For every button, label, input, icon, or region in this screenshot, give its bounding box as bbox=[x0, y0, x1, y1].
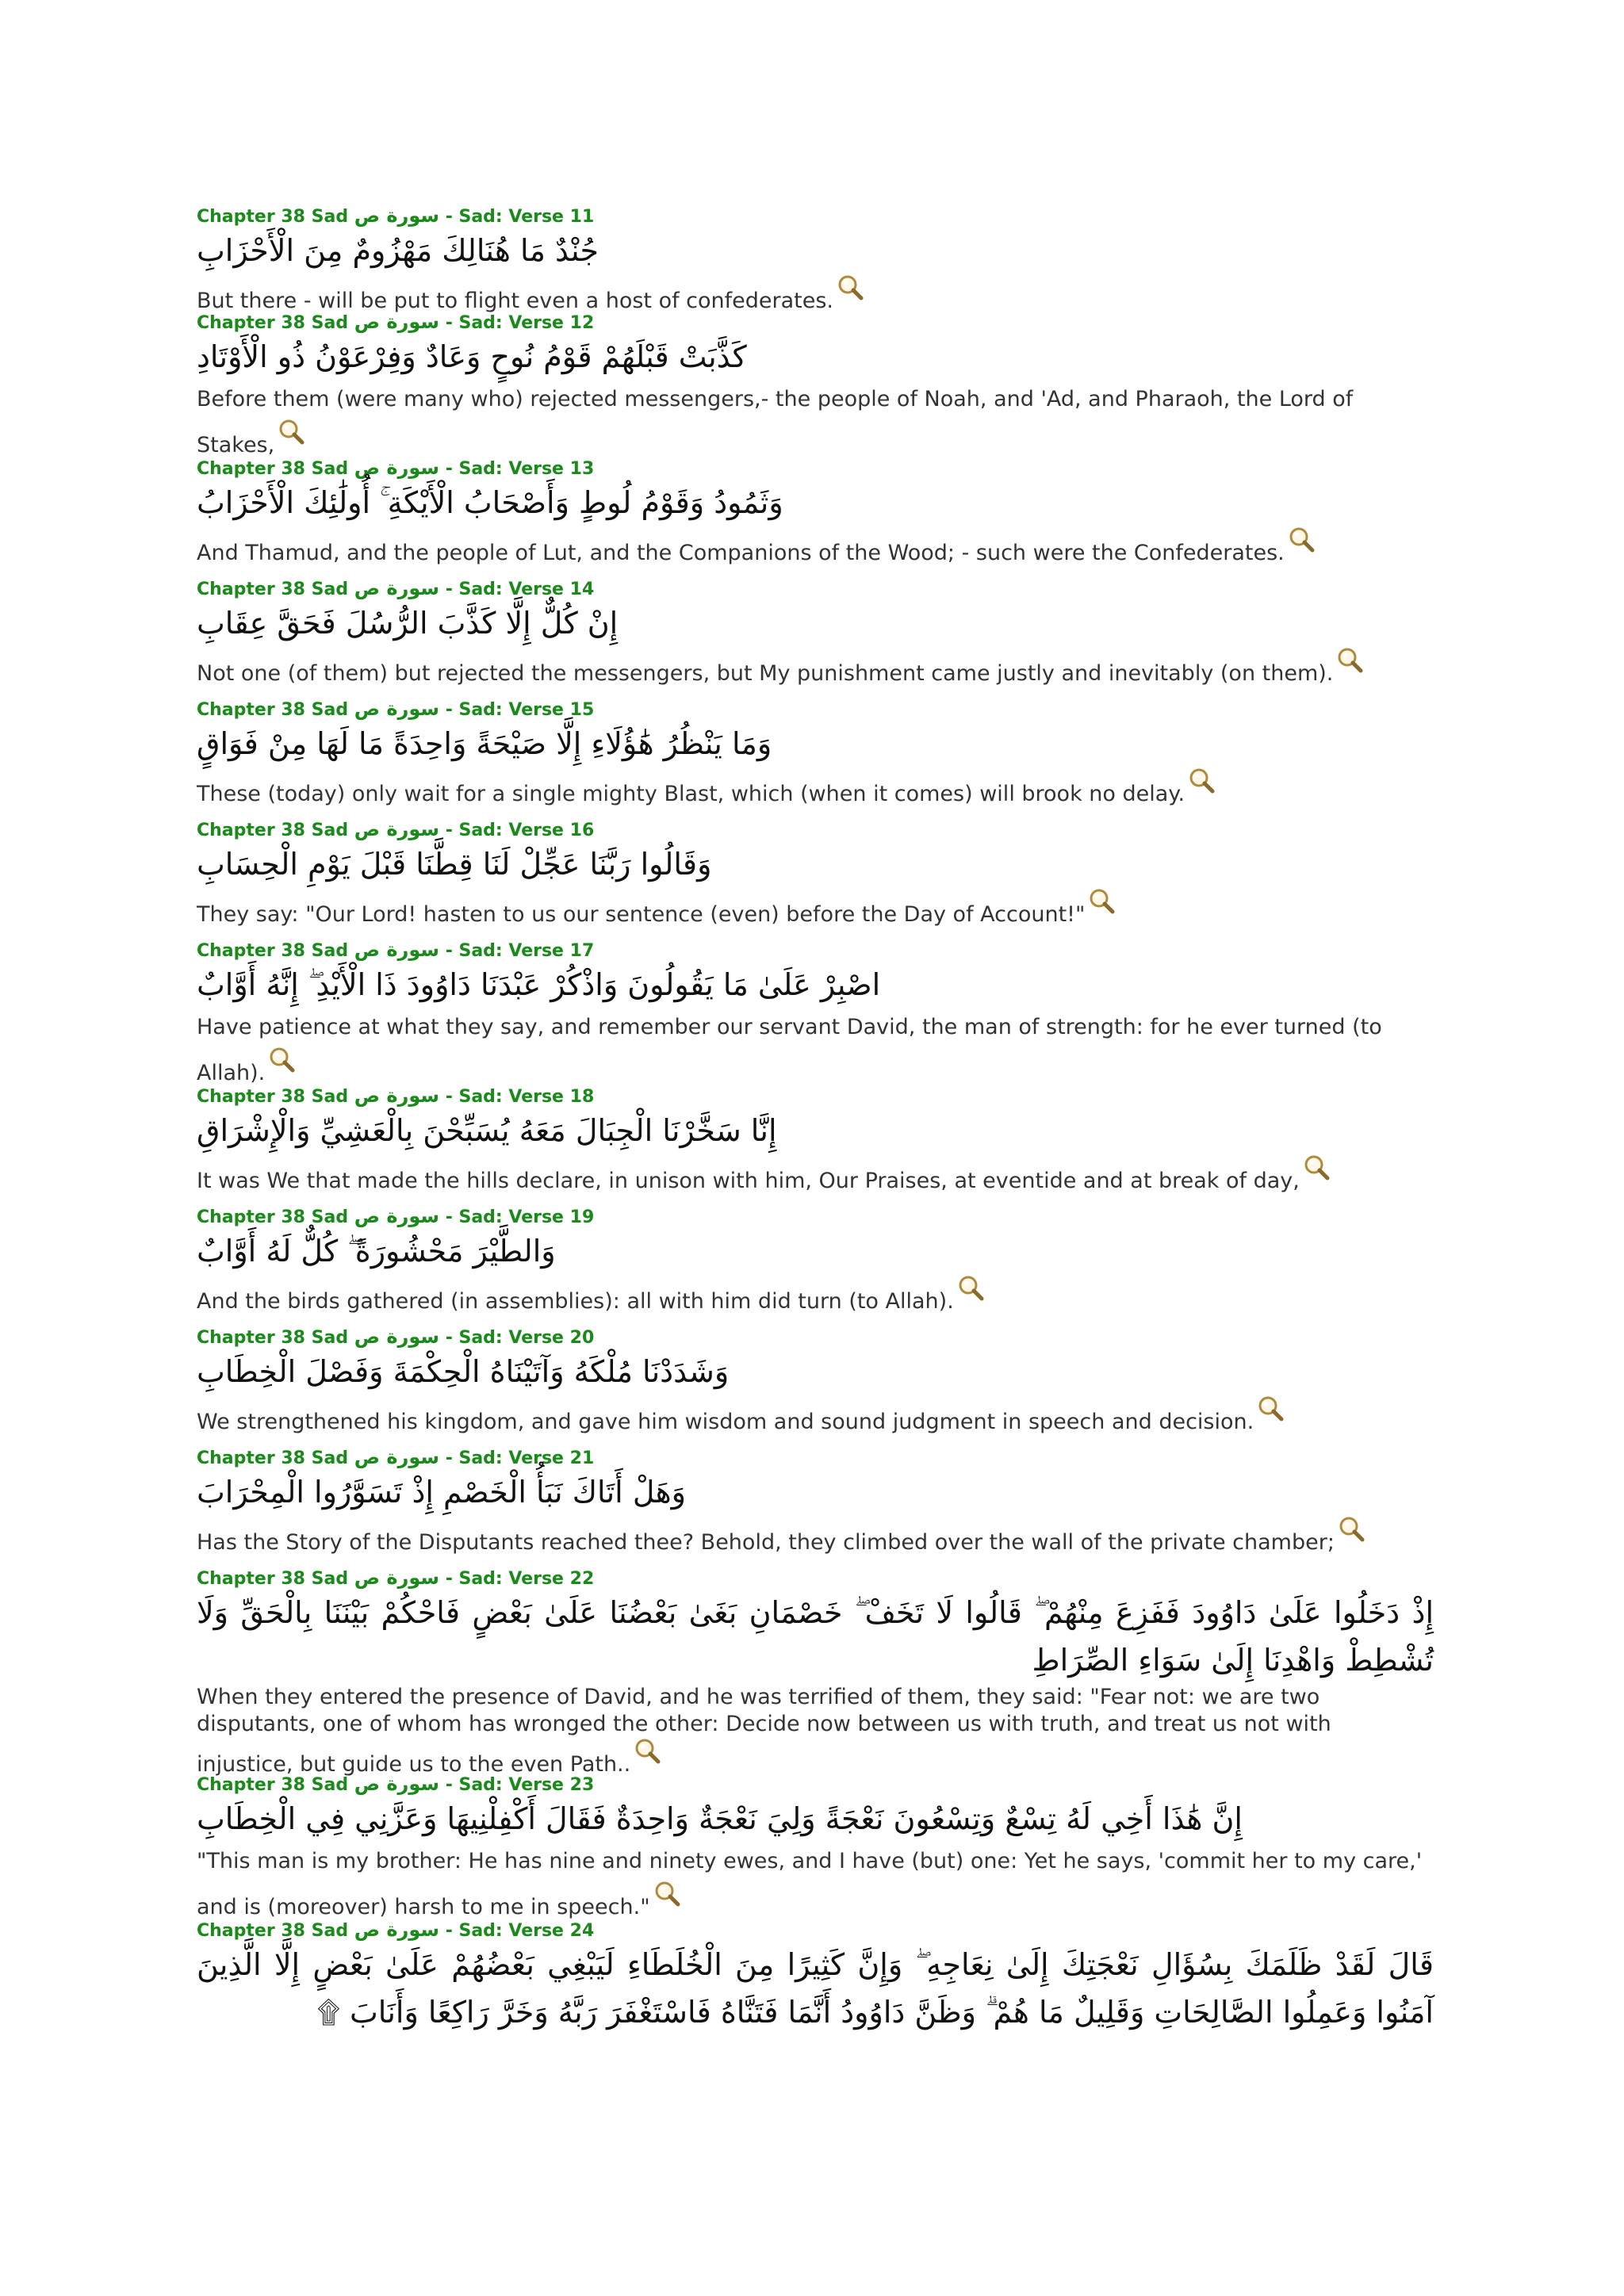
translation-text-container bbox=[197, 1008, 1434, 1085]
separator-label: - Sad: Verse bbox=[445, 1775, 564, 1795]
surah-arabic-name: سورة ص bbox=[354, 1085, 440, 1107]
verse-block bbox=[197, 1205, 1434, 1326]
arabic-text: إِذْ دَخَلُوا عَلَىٰ دَاوُودَ فَفَزِعَ مِنْهُمْ ۖ قَالُوا لَا تَخَفْ ۖ خَصْمَانِ بَغَىٰ بَعْضُنَا عَلَىٰ بَعْضٍ فَاحْكُمْ بَيْنَنَا بِالْحَقِّ وَلَا تُشْطِطْ وَاهْدِنَا إِلَىٰ سَوَاءِ الصِّرَاطِ bbox=[197, 1595, 1434, 1678]
arabic-text: وَهَلْ أَتَاكَ نَبَأُ الْخَصْمِ إِذْ تَسَوَّرُوا الْمِحْرَابَ bbox=[197, 1475, 686, 1510]
verse-block bbox=[197, 1773, 1434, 1919]
chapter-label: Chapter 38 Sad bbox=[197, 1207, 349, 1227]
translation-text: And Thamud, and the people of Lut, and the Companions of the Wood; - such were the Confederates. bbox=[197, 541, 1285, 565]
separator-label: - Sad: Verse bbox=[445, 1207, 564, 1227]
verse-number: 16 bbox=[569, 821, 595, 840]
arabic-text: وَشَدَدْنَا مُلْكَهُ وَآتَيْنَاهُ الْحِكْمَةَ وَفَصْلَ الْخِطَابِ bbox=[197, 1354, 730, 1389]
arabic-text-container bbox=[197, 599, 1434, 647]
translation-text: When they entered the presence of David, and he was terrified of them, they said: "Fear not: we are two disputants, one of whom has wronged the other: Decide now between us with truth, and treat us not with injustice, but guide us to the even Path.. bbox=[197, 1685, 1331, 1777]
arabic-text-container bbox=[197, 227, 1434, 274]
separator-label: - Sad: Verse bbox=[445, 580, 564, 599]
arabic-text: إِنَّا سَخَّرْنَا الْجِبَالَ مَعَهُ يُسَبِّحْنَ بِالْعَشِيِّ وَالْإِشْرَاقِ bbox=[197, 1113, 777, 1148]
magnifier-icon[interactable] bbox=[1338, 1516, 1365, 1543]
arabic-text-container bbox=[197, 1107, 1434, 1154]
arabic-text-container bbox=[197, 720, 1434, 767]
surah-arabic-name: سورة ص bbox=[354, 1773, 440, 1795]
verse-block bbox=[197, 577, 1434, 698]
verse-block bbox=[197, 1446, 1434, 1567]
translation-text: It was We that made the hills declare, in unison with him, Our Praises, at eventide and at break of day, bbox=[197, 1169, 1300, 1193]
arabic-text: قَالَ لَقَدْ ظَلَمَكَ بِسُؤَالِ نَعْجَتِكَ إِلَىٰ نِعَاجِهِ ۖ وَإِنَّ كَثِيرًا مِنَ الْخُلَطَاءِ لَيَبْغِي بَعْضُهُمْ عَلَىٰ بَعْضٍ إِلَّا الَّذِينَ آمَنُوا وَعَمِلُوا الصَّالِحَاتِ وَقَلِيلٌ مَا هُمْ ۗ وَظَنَّ دَاوُودُ أَنَّمَا فَتَنَّاهُ فَاسْتَغْفَرَ رَبَّهُ وَخَرَّ رَاكِعًا وَأَنَابَ ۩ bbox=[197, 1947, 1434, 2030]
verse-header[interactable] bbox=[197, 577, 1434, 599]
translation-text-container bbox=[197, 1395, 1434, 1446]
magnifier-icon[interactable] bbox=[957, 1275, 984, 1302]
translation-text: Not one (of them) but rejected the messengers, but My punishment came justly and inevitably (on them). bbox=[197, 661, 1334, 686]
arabic-text: جُنْدٌ مَا هُنَالِكَ مَهْزُومٌ مِنَ الْأَحْزَابِ bbox=[197, 233, 599, 268]
separator-label: - Sad: Verse bbox=[445, 207, 564, 227]
verse-number: 14 bbox=[569, 580, 595, 599]
arabic-text-container bbox=[197, 1941, 1434, 2036]
magnifier-icon[interactable] bbox=[837, 274, 864, 301]
arabic-text-container bbox=[197, 1227, 1434, 1275]
magnifier-icon[interactable] bbox=[1288, 526, 1315, 553]
verse-header[interactable] bbox=[197, 818, 1434, 840]
arabic-text: اصْبِرْ عَلَىٰ مَا يَقُولُونَ وَاذْكُرْ عَبْدَنَا دَاوُودَ ذَا الْأَيْدِ ۖ إِنَّهُ أَوَّابٌ bbox=[197, 967, 881, 1002]
surah-arabic-name: سورة ص bbox=[354, 205, 440, 227]
arabic-text: وَالطَّيْرَ مَحْشُورَةً ۖ كُلٌّ لَهُ أَوَّابٌ bbox=[197, 1234, 556, 1269]
verse-number: 12 bbox=[569, 313, 595, 333]
separator-label: - Sad: Verse bbox=[445, 700, 564, 720]
verse-header[interactable] bbox=[197, 457, 1434, 479]
magnifier-icon[interactable] bbox=[1257, 1395, 1284, 1422]
magnifier-icon[interactable] bbox=[278, 419, 304, 446]
verse-block bbox=[197, 311, 1434, 457]
separator-label: - Sad: Verse bbox=[445, 1921, 564, 1941]
verse-number: 21 bbox=[569, 1448, 595, 1468]
separator-label: - Sad: Verse bbox=[445, 459, 564, 479]
magnifier-icon[interactable] bbox=[1336, 647, 1363, 674]
arabic-text-container bbox=[197, 1589, 1434, 1684]
verse-number: 20 bbox=[569, 1328, 595, 1348]
arabic-text: وَمَا يَنْظُرُ هَٰؤُلَاءِ إِلَّا صَيْحَةً وَاحِدَةً مَا لَهَا مِنْ فَوَاقٍ bbox=[197, 726, 772, 761]
magnifier-icon[interactable] bbox=[653, 1881, 680, 1908]
verse-header[interactable] bbox=[197, 698, 1434, 720]
arabic-text-container bbox=[197, 840, 1434, 888]
surah-arabic-name: سورة ص bbox=[354, 939, 440, 961]
verse-block bbox=[197, 1919, 1434, 2036]
translation-text: Before them (were many who) rejected messengers,- the people of Noah, and 'Ad, and Pharaoh, the Lord of Stakes, bbox=[197, 387, 1354, 457]
surah-arabic-name: سورة ص bbox=[354, 1326, 440, 1348]
surah-arabic-name: سورة ص bbox=[354, 577, 440, 599]
magnifier-icon[interactable] bbox=[1303, 1154, 1330, 1181]
chapter-label: Chapter 38 Sad bbox=[197, 580, 349, 599]
translation-text-container bbox=[197, 1275, 1434, 1326]
verse-header[interactable] bbox=[197, 1773, 1434, 1795]
surah-arabic-name: سورة ص bbox=[354, 1919, 440, 1941]
surah-arabic-name: سورة ص bbox=[354, 818, 440, 840]
surah-arabic-name: سورة ص bbox=[354, 311, 440, 333]
verse-header[interactable] bbox=[197, 1446, 1434, 1468]
chapter-label: Chapter 38 Sad bbox=[197, 1921, 349, 1941]
chapter-label: Chapter 38 Sad bbox=[197, 700, 349, 720]
translation-text-container bbox=[197, 767, 1434, 818]
chapter-label: Chapter 38 Sad bbox=[197, 1087, 349, 1107]
verse-number: 22 bbox=[569, 1569, 595, 1589]
quran-page bbox=[197, 205, 1434, 2036]
translation-text-container bbox=[197, 647, 1434, 698]
translation-text: We strengthened his kingdom, and gave him wisdom and sound judgment in speech and decision. bbox=[197, 1410, 1254, 1434]
verse-header[interactable] bbox=[197, 1567, 1434, 1589]
verse-number: 23 bbox=[569, 1775, 595, 1795]
surah-arabic-name: سورة ص bbox=[354, 1567, 440, 1589]
separator-label: - Sad: Verse bbox=[445, 1448, 564, 1468]
verse-block bbox=[197, 205, 1434, 311]
arabic-text: إِنَّ هَٰذَا أَخِي لَهُ تِسْعٌ وَتِسْعُونَ نَعْجَةً وَلِيَ نَعْجَةٌ وَاحِدَةٌ فَقَالَ أَكْفِلْنِيهَا وَعَزَّنِي فِي الْخِطَابِ bbox=[197, 1801, 1243, 1836]
surah-arabic-name: سورة ص bbox=[354, 1446, 440, 1468]
verse-header[interactable] bbox=[197, 205, 1434, 227]
magnifier-icon[interactable] bbox=[634, 1738, 661, 1765]
verse-header[interactable] bbox=[197, 311, 1434, 333]
separator-label: - Sad: Verse bbox=[445, 821, 564, 840]
arabic-text: وَقَالُوا رَبَّنَا عَجِّلْ لَنَا قِطَّنَا قَبْلَ يَوْمِ الْحِسَابِ bbox=[197, 847, 712, 882]
arabic-text-container bbox=[197, 479, 1434, 526]
separator-label: - Sad: Verse bbox=[445, 1087, 564, 1107]
verse-number: 24 bbox=[569, 1921, 595, 1941]
chapter-label: Chapter 38 Sad bbox=[197, 313, 349, 333]
verse-block bbox=[197, 457, 1434, 577]
translation-text-container bbox=[197, 1516, 1434, 1567]
verse-number: 19 bbox=[569, 1207, 595, 1227]
chapter-label: Chapter 38 Sad bbox=[197, 459, 349, 479]
magnifier-icon[interactable] bbox=[268, 1047, 295, 1073]
verse-block bbox=[197, 1326, 1434, 1446]
separator-label: - Sad: Verse bbox=[445, 1328, 564, 1348]
arabic-text: إِنْ كُلٌّ إِلَّا كَذَّبَ الرُّسُلَ فَحَقَّ عِقَابِ bbox=[197, 606, 619, 641]
translation-text-container bbox=[197, 888, 1434, 939]
arabic-text-container bbox=[197, 1468, 1434, 1516]
magnifier-icon[interactable] bbox=[1088, 888, 1115, 915]
translation-text: These (today) only wait for a single mighty Blast, which (when it comes) will brook no delay. bbox=[197, 782, 1185, 806]
translation-text: Have patience at what they say, and remember our servant David, the man of strength: for he ever turned (to Allah). bbox=[197, 1015, 1382, 1085]
arabic-text-container bbox=[197, 1348, 1434, 1395]
verse-number: 18 bbox=[569, 1087, 595, 1107]
translation-text: "This man is my brother: He has nine and ninety ewes, and I have (but) one: Yet he says, 'commit her to my care,' and is (moreover) harsh to me in speech." bbox=[197, 1849, 1423, 1919]
verse-header[interactable] bbox=[197, 1085, 1434, 1107]
translation-text-container bbox=[197, 381, 1434, 457]
verse-block bbox=[197, 818, 1434, 939]
surah-arabic-name: سورة ص bbox=[354, 1205, 440, 1227]
arabic-text: وَثَمُودُ وَقَوْمُ لُوطٍ وَأَصْحَابُ الْأَيْكَةِ ۚ أُولَٰئِكَ الْأَحْزَابُ bbox=[197, 485, 783, 520]
verse-block bbox=[197, 698, 1434, 818]
translation-text-container bbox=[197, 1684, 1434, 1777]
translation-text: But there - will be put to flight even a host of confederates. bbox=[197, 289, 834, 313]
verse-header[interactable] bbox=[197, 1326, 1434, 1348]
verse-number: 15 bbox=[569, 700, 595, 720]
surah-arabic-name: سورة ص bbox=[354, 698, 440, 720]
arabic-text: كَذَّبَتْ قَبْلَهُمْ قَوْمُ نُوحٍ وَعَادٌ وَفِرْعَوْنُ ذُو الْأَوْتَادِ bbox=[197, 339, 747, 374]
separator-label: - Sad: Verse bbox=[445, 941, 564, 961]
translation-text-container bbox=[197, 526, 1434, 577]
separator-label: - Sad: Verse bbox=[445, 1569, 564, 1589]
chapter-label: Chapter 38 Sad bbox=[197, 1448, 349, 1468]
arabic-text-container bbox=[197, 333, 1434, 381]
translation-text-container bbox=[197, 274, 1434, 311]
verse-number: 13 bbox=[569, 459, 595, 479]
verse-block bbox=[197, 939, 1434, 1085]
chapter-label: Chapter 38 Sad bbox=[197, 1569, 349, 1589]
arabic-text-container bbox=[197, 1795, 1434, 1843]
translation-text: Has the Story of the Disputants reached thee? Behold, they climbed over the wall of the private chamber; bbox=[197, 1530, 1335, 1555]
translation-text: And the birds gathered (in assemblies): all with him did turn (to Allah). bbox=[197, 1289, 954, 1314]
chapter-label: Chapter 38 Sad bbox=[197, 207, 349, 227]
verse-block bbox=[197, 1085, 1434, 1205]
verse-number: 11 bbox=[569, 207, 595, 227]
arabic-text-container bbox=[197, 961, 1434, 1008]
verse-header[interactable] bbox=[197, 1919, 1434, 1941]
chapter-label: Chapter 38 Sad bbox=[197, 1775, 349, 1795]
translation-text: They say: "Our Lord! hasten to us our sentence (even) before the Day of Account!" bbox=[197, 902, 1086, 927]
chapter-label: Chapter 38 Sad bbox=[197, 1328, 349, 1348]
verse-header[interactable] bbox=[197, 939, 1434, 961]
chapter-label: Chapter 38 Sad bbox=[197, 941, 349, 961]
translation-text-container bbox=[197, 1154, 1434, 1205]
magnifier-icon[interactable] bbox=[1188, 767, 1215, 794]
translation-text-container bbox=[197, 1843, 1434, 1919]
separator-label: - Sad: Verse bbox=[445, 313, 564, 333]
verse-block bbox=[197, 1567, 1434, 1777]
surah-arabic-name: سورة ص bbox=[354, 457, 440, 479]
chapter-label: Chapter 38 Sad bbox=[197, 821, 349, 840]
verse-number: 17 bbox=[569, 941, 595, 961]
verse-header[interactable] bbox=[197, 1205, 1434, 1227]
